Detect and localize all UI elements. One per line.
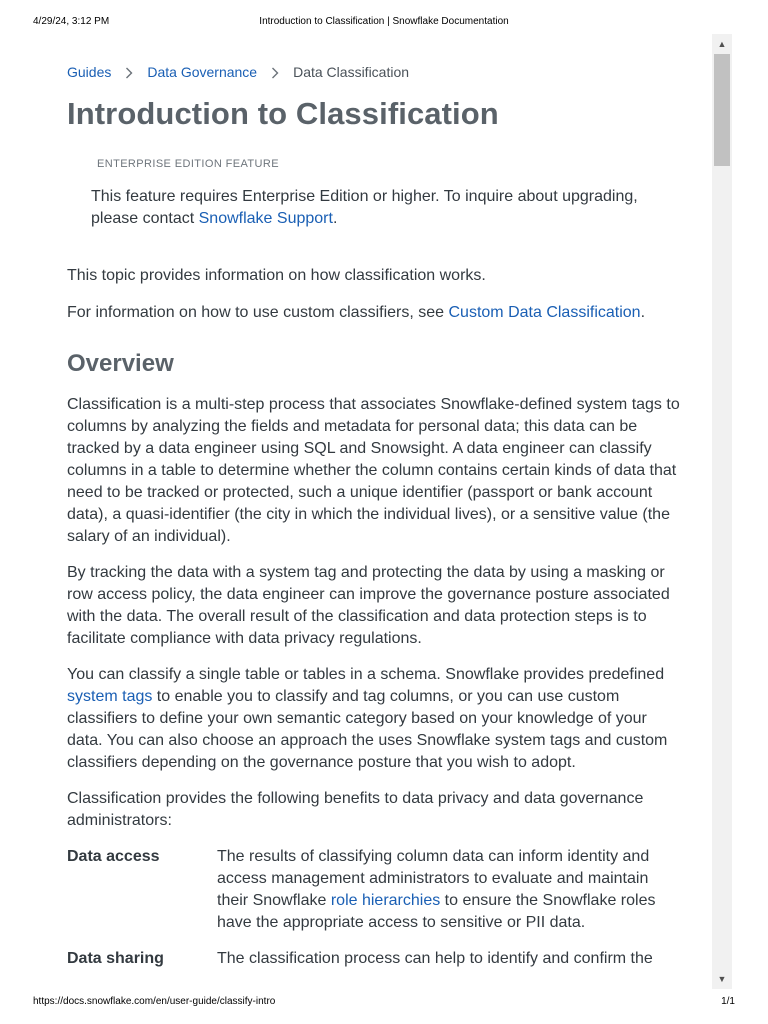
breadcrumb-data-governance-link[interactable]: Data Governance <box>147 64 258 80</box>
print-datetime: 4/29/24, 3:12 PM <box>33 16 110 27</box>
intro-paragraph: This topic provides information on how classification works. <box>67 267 486 284</box>
snowflake-support-link[interactable]: Snowflake Support <box>198 210 333 227</box>
enterprise-feature-note <box>91 156 682 230</box>
overview-paragraph: Classification provides the following benefits to data privacy and data governance administrators: <box>67 790 644 829</box>
breadcrumb-guides-link[interactable]: Guides <box>67 64 112 80</box>
vertical-scrollbar[interactable] <box>712 34 732 989</box>
breadcrumb-current: Data Classification <box>293 64 410 80</box>
article-content <box>67 60 682 988</box>
print-page-title: Introduction to Classification | Snowflake Documentation <box>259 16 509 27</box>
scroll-down-arrow-icon[interactable]: ▼ <box>717 974 727 984</box>
chevron-right-icon <box>271 64 279 80</box>
benefit-term: Data sharing <box>67 950 164 967</box>
scrollbar-thumb[interactable] <box>714 54 730 166</box>
custom-data-classification-link[interactable]: Custom Data Classification <box>448 304 641 321</box>
system-tags-link[interactable]: system tags <box>67 688 153 705</box>
benefit-item <box>67 948 682 970</box>
benefit-term: Data access <box>67 848 160 865</box>
overview-paragraph: You can classify a single table or tables in a schema. Snowflake provides predefined system tags to enable you to classify and tag columns, or you can use custom classifiers to define your own semantic category based on your knowledge of your data. You can also choose an approach the uses Snowflake system tags and custom classifiers depending on the governance posture that you wish to adopt. <box>67 666 668 771</box>
benefit-item <box>67 846 682 934</box>
page-title: Introduction to Classification <box>67 96 499 131</box>
overview-paragraph: Classification is a multi-step process that associates Snowflake-defined system tags to columns by analyzing the fields and metadata for personal data; this data can be tracked by a data engineer using SQL and Snowsight. A data engineer can classify columns in a table to determine whether the column contains certain kinds of data that need to be tracked or protected, such a unique identifier (passport or bank account data), a quasi-identifier (the city in which the individual lives), or a sensitive value (the salary of an individual). <box>67 396 680 545</box>
scroll-up-arrow-icon[interactable]: ▲ <box>717 39 727 49</box>
benefit-description: The classification process can help to identify and confirm the <box>217 950 653 967</box>
chevron-right-icon <box>125 64 133 80</box>
print-header <box>33 16 735 30</box>
role-hierarchies-link[interactable]: role hierarchies <box>330 892 441 909</box>
print-footer <box>33 996 735 1010</box>
breadcrumb <box>67 60 682 84</box>
note-label: ENTERPRISE EDITION FEATURE <box>97 158 279 170</box>
print-url: https://docs.snowflake.com/en/user-guide/classify-intro <box>33 996 276 1007</box>
overview-heading: Overview <box>67 350 174 377</box>
custom-classifiers-paragraph: For information on how to use custom classifiers, see Custom Data Classification. <box>67 304 646 321</box>
benefit-description: The results of classifying column data can inform identity and access management administrators to evaluate and maintain their Snowflake role hierarchies to ensure the Snowflake roles have the appropriate access to sensitive or PII data. <box>217 848 656 931</box>
print-page-number: 1/1 <box>721 996 735 1007</box>
overview-paragraph: By tracking the data with a system tag and protecting the data by using a masking or row access policy, the data engineer can improve the governance posture associated with the data. The overall result of the classification and data protection steps is to facilitate compliance with data privacy regulations. <box>67 564 670 647</box>
note-body: This feature requires Enterprise Edition or higher. To inquire about upgrading, please contact Snowflake Support. <box>91 188 638 227</box>
